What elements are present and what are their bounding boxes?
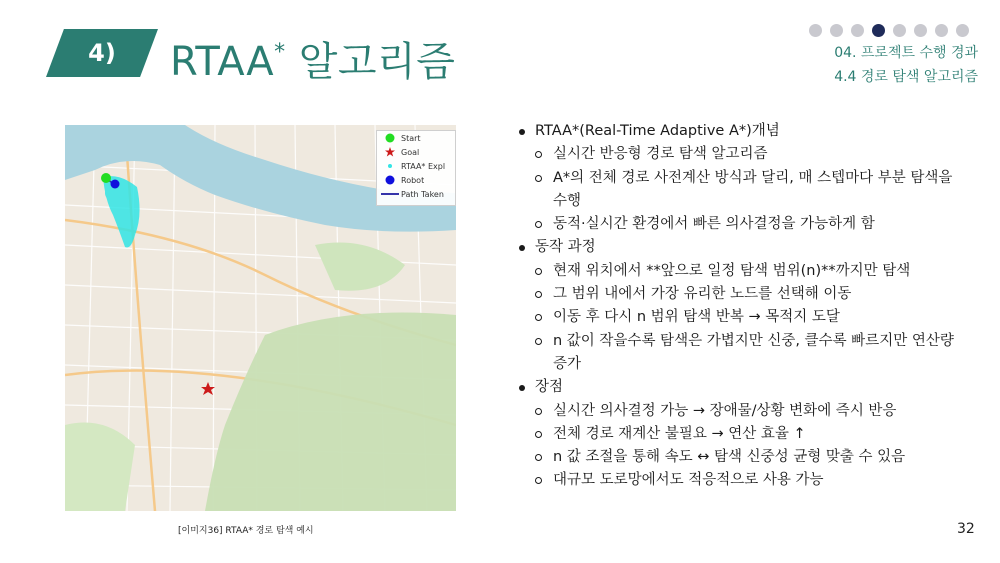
progress-dot (935, 24, 948, 37)
progress-dot (956, 24, 969, 37)
progress-dot (830, 24, 843, 37)
figure-caption: [이미지36] RTAA* 경로 탐색 예시 (178, 526, 314, 536)
breadcrumb-chapter: 04. 프로젝트 수행 경과 (834, 45, 978, 61)
legend-goal: Goal (377, 145, 455, 159)
section-advantages-title: 장점 (517, 376, 957, 399)
title-main: RTAA (170, 39, 275, 85)
legend-start-icon (385, 133, 395, 143)
legend-explored-icon (385, 161, 395, 171)
legend-robot: Robot (377, 173, 455, 187)
list-item: 대규모 도로망에서도 적응적으로 사용 가능 (517, 469, 957, 492)
progress-dots (809, 24, 969, 37)
map-figure (65, 125, 456, 511)
page-title (170, 30, 455, 87)
legend-explored: RTAA* Expl (377, 159, 455, 173)
section-process-title: 동작 과정 (517, 236, 957, 259)
list-item: 전체 경로 재계산 불필요 → 연산 효율 ↑ (517, 423, 957, 446)
legend-robot-icon (385, 175, 395, 185)
section-number: 4) (88, 39, 116, 67)
title-rest: 알고리즘 (285, 39, 456, 85)
progress-dot (914, 24, 927, 37)
section-concept-title: RTAA*(Real-Time Adaptive A*)개념 (517, 120, 957, 143)
list-item: A*의 전체 경로 사전계산 방식과 달리, 매 스텝마다 부분 탐색을 수행 (517, 167, 957, 214)
list-item: 실시간 반응형 경로 탐색 알고리즘 (517, 143, 957, 166)
title-star: * (274, 39, 286, 65)
progress-dot (893, 24, 906, 37)
list-item: 실시간 의사결정 가능 → 장애물/상황 변화에 즉시 반응 (517, 400, 957, 423)
content-list (517, 120, 957, 493)
list-item: 그 범위 내에서 가장 유리한 노드를 선택해 이동 (517, 283, 957, 306)
legend-start: Start (377, 131, 455, 145)
legend-path: Path Taken (377, 187, 455, 201)
robot-marker (111, 180, 120, 189)
list-item: n 값 조절을 통해 속도 ↔ 탐색 신중성 균형 맞출 수 있음 (517, 446, 957, 469)
page-number: 32 (957, 521, 975, 537)
progress-dot-current (872, 24, 885, 37)
breadcrumb-section: 4.4 경로 탐색 알고리즘 (834, 69, 978, 85)
list-item: 현재 위치에서 **앞으로 일정 탐색 범위(n)**까지만 탐색 (517, 260, 957, 283)
list-item: n 값이 작을수록 탐색은 가볍지만 신중, 클수록 빠르지만 연산량 증가 (517, 330, 957, 377)
legend-path-icon (381, 191, 399, 197)
legend-goal-icon (385, 147, 395, 157)
list-item: 이동 후 다시 n 범위 탐색 반복 → 목적지 도달 (517, 306, 957, 329)
progress-dot (851, 24, 864, 37)
list-item: 동적·실시간 환경에서 빠른 의사결정을 가능하게 함 (517, 213, 957, 236)
progress-dot (809, 24, 822, 37)
map-legend (376, 130, 456, 206)
start-marker (101, 173, 111, 183)
